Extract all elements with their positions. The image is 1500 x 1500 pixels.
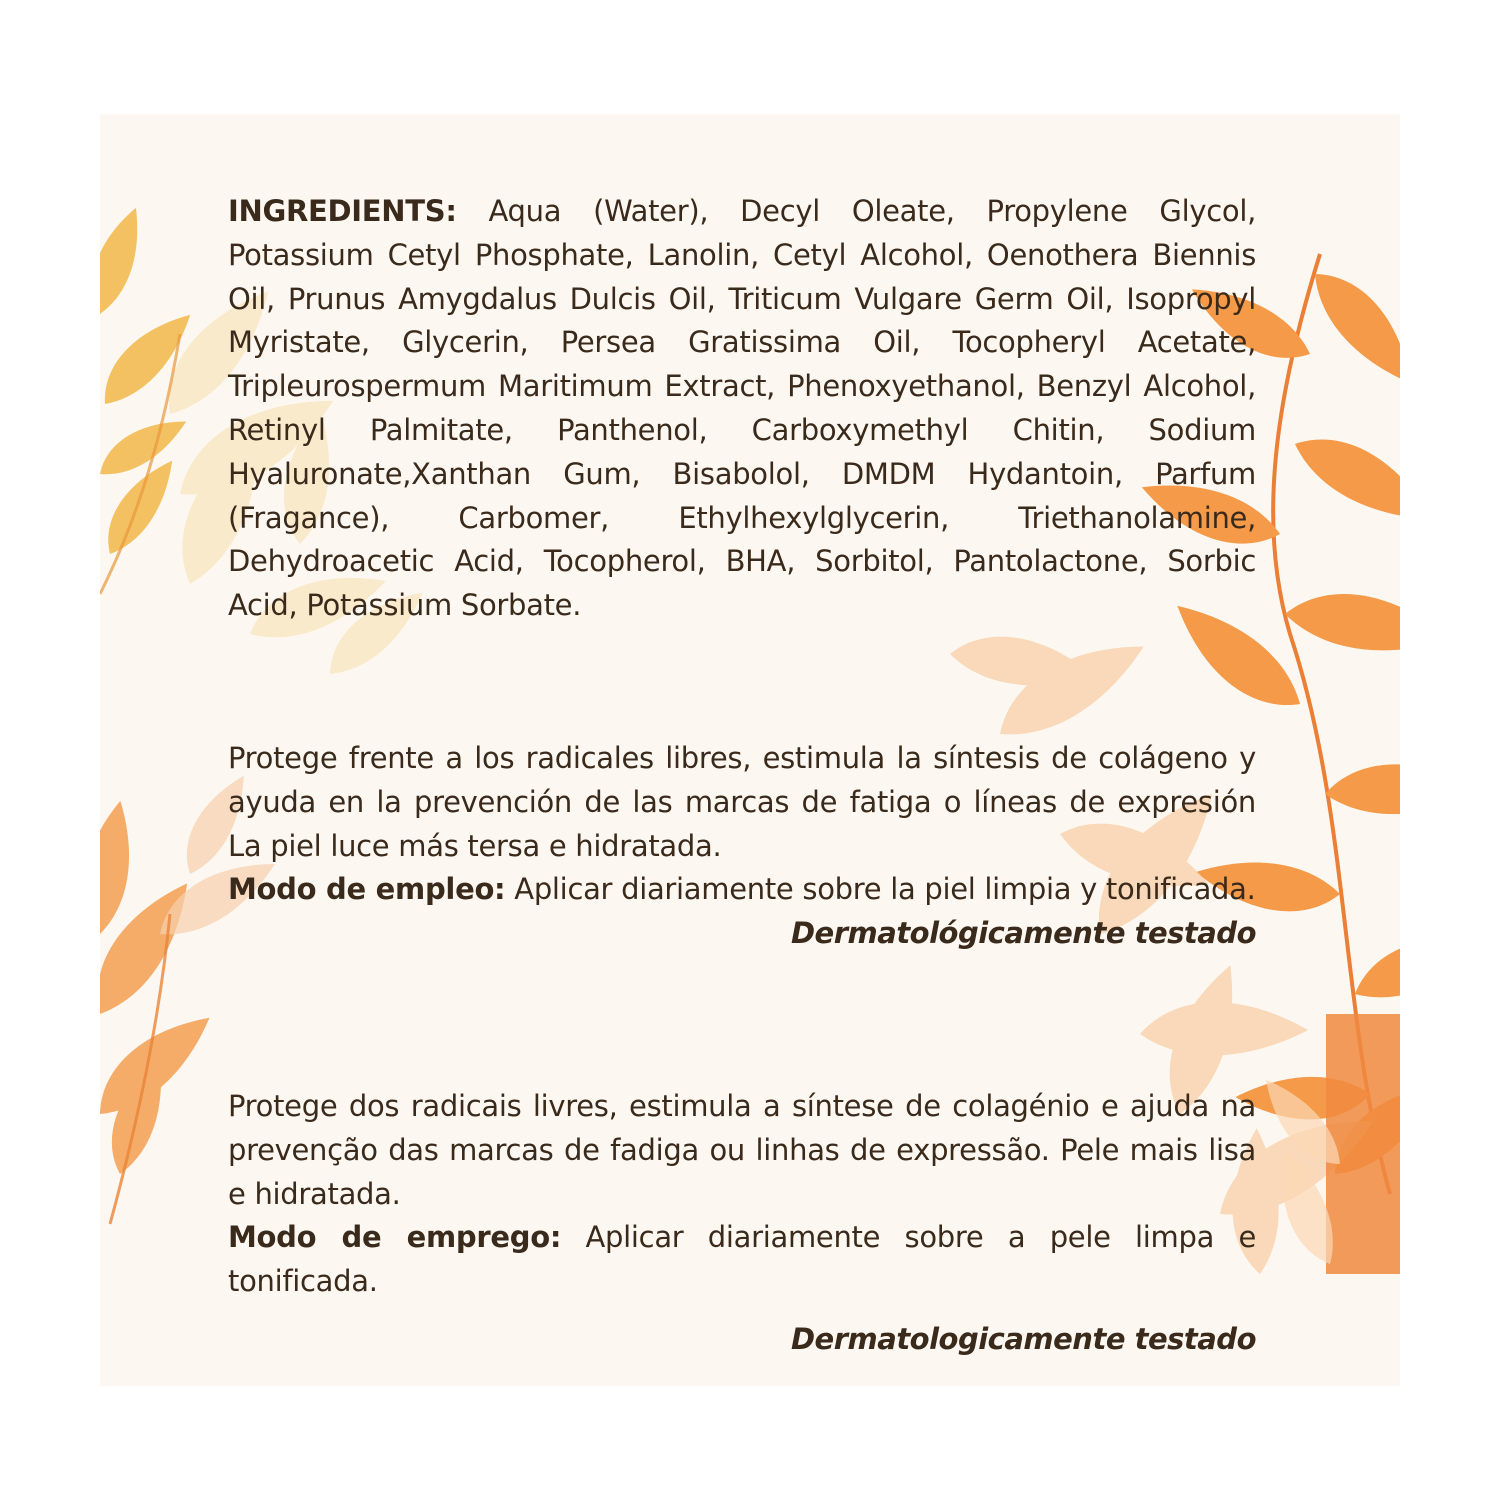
spanish-usage-label: Modo de empleo: [228, 872, 506, 907]
spanish-description: Protege frente a los radicales libres, estimula la síntesis de colágeno y ayuda en la prevención de las marcas de fatiga o líneas de expresión La piel luce más tersa e hidratada. [228, 741, 1256, 863]
ingredients-label: INGREDIENTS: [228, 194, 457, 228]
spanish-usage [228, 868, 1256, 912]
portuguese-usage-text: Aplicar diariamente sobre a pele limpa e tonificada. [228, 1220, 1256, 1299]
ingredients-list [228, 190, 1256, 628]
ingredients-text: Aqua (Water), Decyl Oleate, Propylene Glycol, Potassium Cetyl Phosphate, Lanolin, Cetyl Alcohol, Oenothera Biennis Oil, Prunus Amygdalus Dulcis Oil, Triticum Vulgare Germ Oil, Isopropyl Myristate, Glycerin, Persea Gratissima Oil, Tocopheryl Acetate, Tripleurospermum Maritimum Extract, Phenoxyethanol, Benzyl Alcohol, Retinyl Palmitate, Panthenol, Carboxymethyl Chitin, Sodium Hyaluronate,Xanthan Gum, Bisabolol, DMDM Hydantoin, Parfum (Fragance), Carbomer, Ethylhexylglycerin, Triethanolamine, Dehydroacetic Acid, Tocopherol, BHA, Sorbitol, Pantolactone, Sorbic Acid, Potassium Sorbate. [228, 194, 1256, 623]
portuguese-section [228, 1085, 1256, 1362]
spanish-usage-text: Aplicar diariamente sobre la piel limpia y tonificada. [505, 872, 1256, 907]
spanish-section [228, 737, 1256, 956]
spanish-tested: Dermatológicamente testado [790, 916, 1256, 951]
portuguese-tested: Dermatologicamente testado [790, 1321, 1256, 1356]
product-label [100, 114, 1400, 1386]
portuguese-description: Protege dos radicais livres, estimula a síntese de colagénio e ajuda na prevenção das marcas de fadiga ou linhas de expressão. Pele mais lisa e hidratada. [228, 1089, 1256, 1211]
portuguese-usage-label: Modo de emprego: [228, 1220, 562, 1255]
portuguese-usage [228, 1216, 1256, 1304]
